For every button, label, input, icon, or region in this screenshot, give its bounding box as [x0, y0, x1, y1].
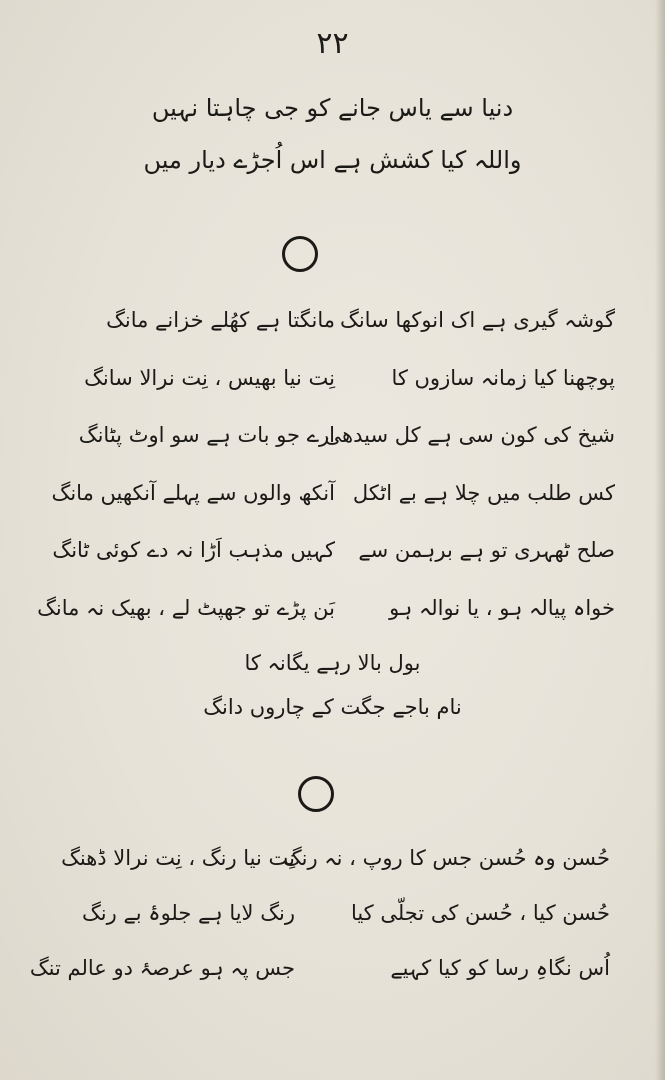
verse-line: آنکھ والوں سے پہلے آنکھیں مانگ: [51, 480, 335, 505]
opening-couplet: [0, 82, 665, 186]
verse-line: اُس نگاہِ رسا کو کیا کہیے: [390, 956, 610, 980]
opening-line-1: دنیا سے یاس جانے کو جی چاہتا نہیں: [151, 94, 514, 122]
verse-line: شیخ کی کون سی ہے کل سیدھی: [324, 423, 615, 447]
verse-line: حُسن کیا ، حُسن کی تجلّی کیا: [350, 901, 610, 925]
verse-line: ارے جو بات ہے سو اوٹ پٹانگ: [78, 423, 335, 447]
section-1-right-column: [315, 300, 615, 645]
verse-line: رنگ لایا ہے جلوۂ بے رنگ: [81, 901, 295, 925]
verse-line: گوشہ گیری ہے اک انوکھا سانگ: [340, 308, 615, 332]
verse-line: جس پہ ہو عرصۂ دو عالم تنگ: [29, 956, 295, 980]
verse-line: مانگتا ہے کھُلے خزانے مانگ: [106, 308, 335, 332]
section-1-left-column: [20, 300, 335, 645]
verse-line: خواہ پیالہ ہو ، یا نوالہ ہو: [389, 595, 615, 620]
verse-line: نِت نیا رنگ ، نِت نرالا ڈھنگ: [61, 846, 295, 870]
verse-line: حُسن وہ حُسن جس کا روپ ، نہ رنگ: [282, 846, 610, 870]
verse-line: صلح ٹھہری تو ہے برہمن سے: [358, 538, 615, 562]
section-2-right-column: [282, 838, 610, 1003]
verse-line: نِت نیا بھیس ، نِت نرالا سانگ: [84, 365, 335, 390]
section-1-closing-couplet: [0, 643, 665, 731]
verse-line: کہیں مذہب اَڑا نہ دے کوئی ٹانگ: [52, 538, 335, 562]
section-divider-circle-icon: [298, 776, 334, 812]
verse-line: پوچھنا کیا زمانہ سازوں کا: [391, 365, 615, 390]
closing-line-1: بول بالا رہے یگانہ کا: [244, 651, 421, 675]
page-number: ۲۲: [316, 26, 349, 61]
opening-line-2: واللہ کیا کشش ہے اس اُجڑے دیار میں: [143, 146, 522, 174]
section-divider-circle-icon: [282, 236, 318, 272]
verse-line: بَن پڑے تو جھپٹ لے ، بھیک نہ مانگ: [37, 595, 335, 620]
section-2-left-column: [25, 838, 295, 1003]
verse-line: کس طلب میں چلا ہے بے اٹکل: [352, 480, 615, 505]
closing-line-2: نام باجے جگت کے چاروں دانگ: [203, 695, 462, 719]
